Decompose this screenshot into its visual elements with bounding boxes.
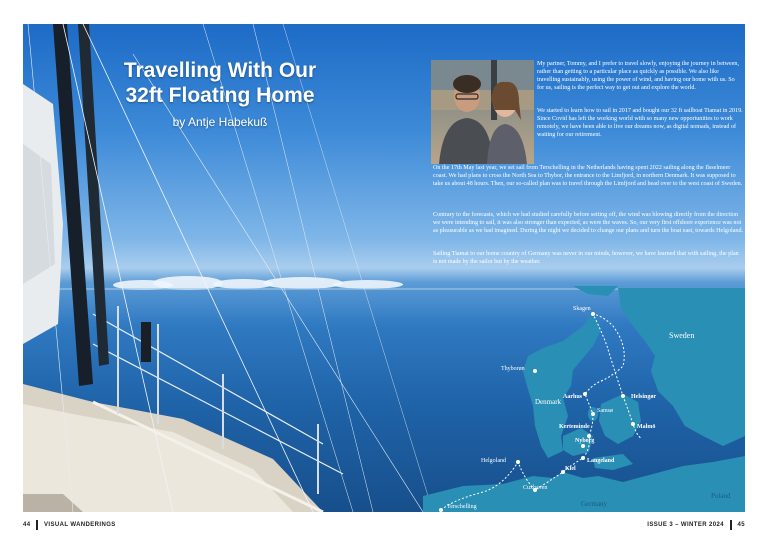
label-denmark: Denmark: [535, 398, 562, 406]
label-germany: Germany: [581, 500, 608, 508]
title-line-1: Travelling With Our: [123, 59, 317, 82]
label-langeland: Langeland: [587, 458, 615, 464]
label-poland: Poland: [711, 492, 731, 500]
footer-divider-left: [36, 520, 38, 530]
magazine-spread: [23, 24, 745, 512]
label-kerteminde: Kerteminde: [559, 424, 590, 430]
paragraph-5: Sailing Tiamat to our home country of Germany was never in our minds, however, we have learned that with sailing, the plan is not made by the sailor but by the weather.: [433, 251, 739, 265]
magazine-title: VISUAL WANDERINGS: [43, 522, 116, 528]
footer-right: [647, 520, 745, 530]
label-malmo: Malmö: [637, 424, 656, 430]
paragraph-3: On the 17th May last year, we set sail from Terschelling in the Netherlands having spent 2022 sailing along the Ilsselmeer coast. We had plans to cross the North Sea to Thybor, the entrance to the Limfjord, in northern Denmark. It was supposed to take us about 48 hours. Then, our so-called plan was to travel through the Limfjord and head over to the west coast of Sweden.: [433, 165, 743, 187]
paragraph-2: We started to learn how to sail in 2017 and bought our 32 ft sailboat Tiamat in 2019. Since Covid has left the working world with so many new opportunities to work remotely, we have been able to live our dreams now, as digital nomads, instead of waiting for our retirement.: [537, 108, 743, 138]
issue-label: ISSUE 3 – WINTER 2024: [647, 522, 725, 528]
label-helgoland: Helgoland: [481, 458, 506, 464]
route-map: [423, 286, 745, 512]
article-title: [95, 58, 345, 108]
title-line-2: 32ft Floating Home: [125, 84, 315, 107]
author-byline: by Antje Habekuß: [172, 115, 268, 129]
label-terschelling: Terschelling: [447, 504, 477, 510]
footer-divider-right: [730, 520, 732, 530]
label-skagen: Skagen: [573, 306, 591, 312]
label-thyboron: Thyborøn: [501, 366, 525, 372]
label-sweden: Sweden: [669, 331, 695, 340]
label-cuxhaven: Cuxhaven: [523, 485, 548, 491]
author-photo: [431, 60, 534, 164]
label-kiel: Kiel: [565, 466, 576, 472]
label-samso: Samsø: [597, 408, 614, 414]
paragraph-4: Contrary to the forecasts, which we had studied carefully before setting off, the wind was blowing directly from the direction we were intending to sail, it was also stronger than expected, as were the waves. So, our very first offshore experience was not as pleasurable as we had imagined. During the night we decided to change our plans and turn the boat east, towards Helgoland.: [433, 212, 744, 234]
label-aarhus: Aarhus: [563, 394, 583, 400]
page-number-left: 44: [23, 522, 31, 528]
label-nyborg: Nyborg: [575, 438, 595, 444]
label-helsingor: Helsingør: [631, 394, 656, 400]
paragraph-1: My partner, Tommy, and I prefer to travel slowly, enjoying the journey in between, rather than getting to a particular place as quickly as possible. We also like travelling sustainably, using the power of wind, and having our home with us. So for us, sailing is the perfect way to get out and explore the world.: [537, 61, 740, 91]
footer-left: [23, 520, 116, 530]
page-number-right: 45: [737, 522, 745, 528]
